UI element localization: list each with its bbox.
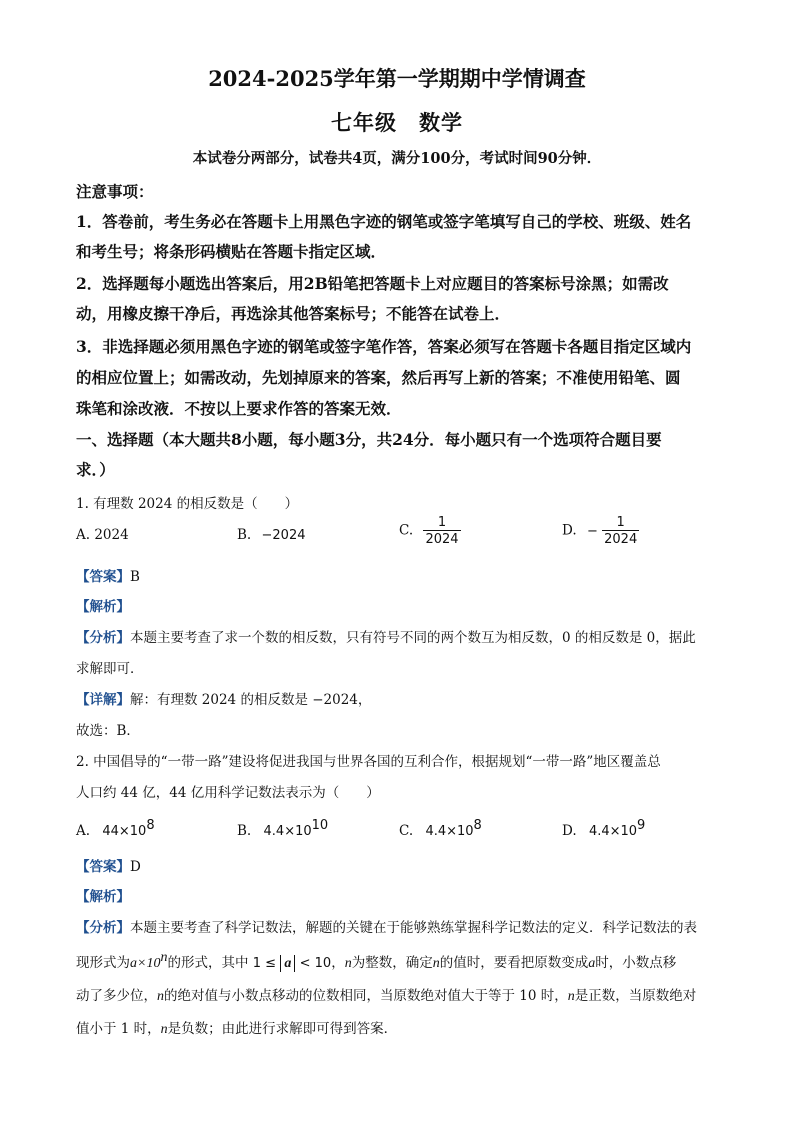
notice-heading: 注意事项： <box>76 182 154 201</box>
q1-fenxi-line-2: 求解即可． <box>76 661 144 677</box>
q1-fenxi-text-1: 本题主要考查了求一个数的相反数，只有符号不同的两个数互为相反数，0 的相反数是 0，据此 <box>130 630 696 646</box>
q1-option-c-denominator: 2024 <box>425 532 459 547</box>
q2-analysis <box>76 885 726 905</box>
q1-fenxi-line-1 <box>76 626 726 646</box>
q1-option-c-numerator: 1 <box>437 515 447 530</box>
q2-fenxi-line-1 <box>76 916 726 936</box>
q2-fenxi-n-5: n <box>160 1022 168 1037</box>
q2-fenxi-n-2: n <box>432 956 440 971</box>
q2-fenxi-a-2: a <box>588 956 596 971</box>
q2-option-a-exponent: 8 <box>146 818 155 833</box>
q2-option-b-label: B. <box>237 823 252 839</box>
q2-fenxi-text-2e: 的值时，要看把原数变成 <box>439 955 589 971</box>
q2-option-b-exponent: 10 <box>311 818 329 833</box>
q2-answer-value: D <box>130 859 141 875</box>
q2-fenxi-line-2 <box>76 950 726 972</box>
q1-detail-tag: 【详解】 <box>76 692 130 708</box>
q2-fenxi-abs-a: a <box>284 956 292 971</box>
q2-fenxi-ineq-left: 1 ≤ <box>252 956 277 971</box>
q2-fenxi-tag: 【分析】 <box>76 920 130 936</box>
exam-subtitle: 七年级 数学 <box>331 110 463 135</box>
q2-option-b-base: 4.4×10 <box>263 824 312 839</box>
q2-fenxi-text-2d: 为整数，确定 <box>351 955 433 971</box>
q2-fenxi-text-4a: 值小于 1 时， <box>76 1021 161 1037</box>
q1-option-d-fraction <box>602 515 639 547</box>
q2-fenxi-text-2b: 的形式，其中 <box>167 955 249 971</box>
q1-detail-line-2: 故选：B． <box>76 723 140 739</box>
q2-option-c-base: 4.4×10 <box>425 824 474 839</box>
q2-fenxi-ineq-right: < 10 <box>299 956 332 971</box>
q2-fenxi-n-1: n <box>344 956 352 971</box>
q1-option-c-label: C. <box>399 522 414 539</box>
q2-fenxi-text-3a: 动了多少位， <box>76 988 157 1004</box>
q1-detail-text-1: 解：有理数 2024 的相反数是 −2024， <box>130 692 372 708</box>
exam-info: 本试卷分两部分，试卷共4页，满分100分，考试时间90分钟． <box>192 150 602 167</box>
q2-answer <box>76 855 726 875</box>
q2-option-c <box>399 818 482 839</box>
q2-option-d-base: 4.4×10 <box>588 824 638 839</box>
q2-option-a-label: A. <box>76 823 91 839</box>
q2-fenxi-text-2c: ， <box>331 955 345 971</box>
q1-answer-value: B <box>130 569 140 585</box>
q1-option-c-fraction <box>423 515 460 547</box>
q1-option-d <box>562 515 639 547</box>
q2-fenxi-line-3 <box>76 984 726 1005</box>
q2-option-c-exponent: 8 <box>473 818 482 833</box>
q1-answer-tag: 【答案】 <box>76 569 130 585</box>
notice-item-3-line-3: 珠笔和涂改液．不按以上要求作答的答案无效． <box>76 399 402 418</box>
q1-answer <box>76 565 726 585</box>
q2-option-d-label: D. <box>562 823 577 839</box>
q1-option-b <box>237 527 306 543</box>
q1-option-d-denominator: 2024 <box>604 532 638 547</box>
q2-fenxi-text-3b: 的绝对值与小数点移动的位数相同，当原数绝对值大于等于 10 时， <box>164 988 568 1004</box>
q2-fenxi-text-4b: 是负数；由此进行求解即可得到答案． <box>167 1021 398 1037</box>
q1-option-a: A. 2024 <box>76 527 129 543</box>
notice-item-3-line-2: 的相应位置上；如需改动，先划掉原来的答案，然后再写上新的答案；不准使用铅笔、圆 <box>76 368 681 387</box>
q1-fenxi-tag: 【分析】 <box>76 630 130 646</box>
section-1-heading-line-2: 求．） <box>76 460 115 479</box>
q1-analysis-tag: 【解析】 <box>76 599 130 615</box>
q1-option-d-label: D. <box>562 522 577 539</box>
notice-item-2-line-2: 动，用橡皮擦干净后，再选涂其他答案标号；不能答在试卷上． <box>76 304 511 323</box>
q2-option-d-exponent: 9 <box>637 818 646 833</box>
q2-fenxi-text-3c: 是正数，当原数绝对 <box>574 988 697 1004</box>
q2-option-a <box>76 818 155 839</box>
q2-fenxi-expr-exp: n <box>160 950 168 965</box>
q2-option-b <box>237 818 328 839</box>
q1-analysis <box>76 595 726 615</box>
q2-fenxi-expr: a×10 <box>130 956 161 971</box>
q2-option-c-label: C. <box>399 823 414 839</box>
notice-item-1-line-2: 和考生号；将条形码横贴在答题卡指定区域． <box>76 242 387 261</box>
q2-fenxi-n-3: n <box>157 989 164 1004</box>
q2-fenxi-line-4 <box>76 1017 726 1038</box>
q2-fenxi-n-4: n <box>567 989 575 1004</box>
notice-item-1-line-1: 1．答卷前，考生务必在答题卡上用黑色字迹的钢笔或签字笔填写自己的学校、班级、姓名 <box>76 212 692 231</box>
q1-stem: 1. 有理数 2024 的相反数是（ ） <box>76 496 299 512</box>
q2-fenxi-text-2a: 现形式为 <box>76 955 130 971</box>
notice-item-3-line-1: 3．非选择题必须用黑色字迹的钢笔或签字笔作答，答案必须写在答题卡各题目指定区域内 <box>76 337 692 356</box>
q1-option-c <box>399 515 461 547</box>
q2-stem-line-1: 2. 中国倡导的“一带一路”建设将促进我国与世界各国的互利合作，根据规划“一带一路”地区覆盖总 <box>76 754 661 770</box>
q2-option-d <box>562 818 645 839</box>
q2-stem-line-2: 人口约 44 亿，44 亿用科学记数法表示为（ ） <box>76 785 380 801</box>
exam-title: 2024-2025学年第一学期期中学情调查 <box>208 66 586 91</box>
q2-answer-tag: 【答案】 <box>76 859 130 875</box>
q1-option-b-label: B. <box>237 527 252 543</box>
q2-fenxi-text-1: 本题主要考查了科学记数法，解题的关键在于能够熟练掌握科学记数法的定义．科学记数法的表 <box>130 920 697 936</box>
q1-option-d-sign: − <box>586 523 598 539</box>
q1-option-d-numerator: 1 <box>616 515 625 530</box>
q1-detail-line-1 <box>76 688 726 708</box>
section-1-heading-line-1: 一、选择题（本大题共8小题，每小题3分，共24分．每小题只有一个选项符合题目要 <box>76 430 662 449</box>
q1-option-b-value: −2024 <box>261 528 306 543</box>
notice-item-2-line-1: 2．选择题每小题选出答案后，用2B铅笔把答题卡上对应题目的答案标号涂黑；如需改 <box>76 274 669 293</box>
q2-analysis-tag: 【解析】 <box>76 889 130 905</box>
q2-fenxi-text-2f: 时，小数点移 <box>595 955 677 971</box>
q2-option-a-base: 44×10 <box>102 824 147 839</box>
